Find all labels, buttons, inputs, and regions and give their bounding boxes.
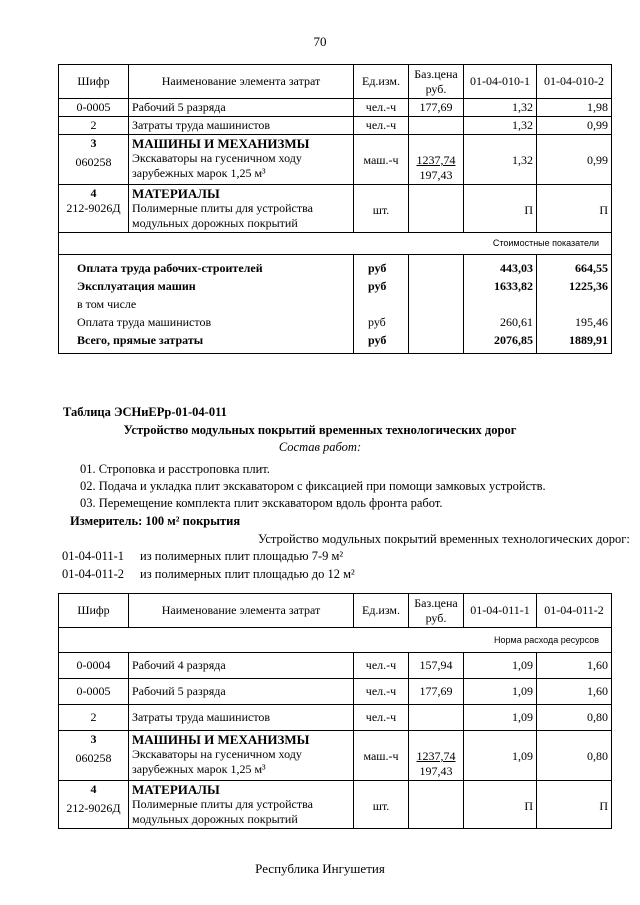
cell-unit: чел.-ч [354, 117, 409, 135]
summary-name: в том числе [77, 297, 137, 311]
col-header-unit: Ед.изм. [354, 594, 409, 628]
cell-code [59, 731, 129, 781]
table-header-row [59, 594, 612, 628]
table-subtitle: Устройство модульных покрытий временных технологических дорог [123, 423, 517, 437]
section-row [59, 628, 612, 653]
work-item: 01. Строповка и расстроповка плит. [80, 462, 270, 476]
col-header-variant-1: 01-04-010-1 [464, 65, 537, 99]
cell-value-2: 0,99 [537, 135, 612, 185]
category-number: 4 [90, 186, 97, 200]
resource-code: 212-9026Д [66, 801, 121, 815]
summary-unit: руб [368, 333, 387, 347]
page-number: 70 [313, 34, 327, 49]
resource-name: Полимерные плиты для устройства модульных дорожных покрытий [132, 201, 313, 230]
table-header-row [59, 65, 612, 99]
cell-price: 157,94 [409, 653, 464, 679]
section-row [59, 233, 612, 255]
summary-value-empty [467, 295, 533, 313]
cell-code: 0-0005 [59, 99, 129, 117]
cell-unit: чел.-ч [354, 653, 409, 679]
section-label: Стоимостные показатели [59, 233, 612, 255]
page-footer: Республика Ингушетия [255, 861, 385, 876]
cell-value-2: П [537, 781, 612, 829]
summary-name: Оплата труда машинистов [77, 315, 212, 329]
cell-value-2: 1,60 [537, 653, 612, 679]
col-header-name: Наименование элемента затрат [129, 594, 354, 628]
summary-value: 195,46 [575, 315, 608, 329]
summary-name: Оплата труда рабочих-строителей [77, 261, 263, 275]
summary-name: Всего, прямые затраты [77, 333, 204, 347]
summary-value: 1889,91 [569, 333, 608, 347]
table-row [59, 679, 612, 705]
summary-value: 2076,85 [494, 333, 533, 347]
cell-value-1: 1,09 [464, 705, 537, 731]
cell-value-1: 1,32 [464, 117, 537, 135]
price-total: 1237,74 [416, 749, 456, 763]
cell-price [409, 117, 464, 135]
cell-price: 177,69 [409, 99, 464, 117]
resource-name: Экскаваторы на гусеничном ходу зарубежных марок 1,25 м³ [132, 747, 302, 776]
cell-value-1: П [464, 781, 537, 829]
variant-code: 01-04-011-2 [62, 567, 125, 581]
cell-value-2: 1,60 [537, 679, 612, 705]
table-row [59, 705, 612, 731]
cell-price [409, 135, 464, 185]
table-title: Таблица ЭСНиЕРр-01-04-011 [63, 405, 227, 419]
cell-unit: маш.-ч [354, 731, 409, 781]
table-row-materials [59, 781, 612, 829]
summary-values-1 [464, 255, 537, 354]
category-number: 4 [90, 782, 97, 796]
cell-value-2: 0,99 [537, 117, 612, 135]
section-label: Норма расхода ресурсов [59, 628, 612, 653]
summary-values-2 [537, 255, 612, 354]
summary-value: 1633,82 [494, 279, 533, 293]
summary-name: Эксплуатация машин [77, 279, 196, 293]
cell-price [409, 705, 464, 731]
cell-name: Рабочий 5 разряда [129, 679, 354, 705]
cell-unit: шт. [354, 781, 409, 829]
cell-value-2: 0,80 [537, 731, 612, 781]
variant-text: из полимерных плит площадью до 12 м² [140, 567, 355, 581]
summary-value: 443,03 [500, 261, 533, 275]
cell-code: 2 [59, 705, 129, 731]
summary-value: 1225,36 [569, 279, 608, 293]
cell-value-1: П [464, 185, 537, 233]
table-row-machines [59, 731, 612, 781]
variant-text: из полимерных плит площадью 7-9 м² [140, 549, 344, 563]
cell-price [409, 185, 464, 233]
col-header-variant-2: 01-04-010-2 [537, 65, 612, 99]
summary-block [59, 255, 612, 354]
price-wage: 197,43 [419, 168, 453, 182]
table-row [59, 99, 612, 117]
col-header-code: Шифр [59, 594, 129, 628]
cell-unit: шт. [354, 185, 409, 233]
cell-name: Затраты труда машинистов [129, 705, 354, 731]
summary-price [409, 255, 464, 354]
description: Устройство модульных покрытий временных технологических дорог: [258, 532, 630, 546]
resource-table-01-04-011 [58, 593, 612, 829]
col-header-unit: Ед.изм. [354, 65, 409, 99]
cell-price [409, 731, 464, 781]
category-title: МАТЕРИАЛЫ [132, 782, 220, 797]
col-header-name: Наименование элемента затрат [129, 65, 354, 99]
cell-name [129, 731, 354, 781]
col-header-variant-1: 01-04-011-1 [464, 594, 537, 628]
cell-unit: маш.-ч [354, 135, 409, 185]
category-title: МАШИНЫ И МЕХАНИЗМЫ [132, 732, 310, 747]
cell-name [129, 135, 354, 185]
resource-code: 212-9026Д [66, 201, 121, 215]
work-item: 02. Подача и укладка плит экскаватором с фиксацией при помощи замковых устройств. [80, 479, 546, 493]
resource-code: 060258 [75, 155, 112, 169]
price-wage: 197,43 [419, 764, 453, 778]
cell-value-1: 1,09 [464, 731, 537, 781]
category-title: МАТЕРИАЛЫ [132, 186, 220, 201]
cell-value-2: П [537, 185, 612, 233]
summary-unit-empty [368, 295, 405, 313]
cell-value-1: 1,09 [464, 653, 537, 679]
category-number: 3 [90, 136, 97, 150]
cell-code [59, 185, 129, 233]
summary-unit: руб [368, 315, 386, 329]
resource-name: Полимерные плиты для устройства модульных дорожных покрытий [132, 797, 313, 826]
cell-value-2: 1,98 [537, 99, 612, 117]
cell-value-1: 1,32 [464, 135, 537, 185]
price-total: 1237,74 [416, 153, 456, 167]
resource-name: Экскаваторы на гусеничном ходу зарубежных марок 1,25 м³ [132, 151, 302, 180]
cell-name: Затраты труда машинистов [129, 117, 354, 135]
summary-unit: руб [368, 261, 387, 275]
cell-value-1: 1,32 [464, 99, 537, 117]
cell-value-2: 0,80 [537, 705, 612, 731]
cell-unit: чел.-ч [354, 99, 409, 117]
summary-names [59, 255, 354, 354]
cell-price [409, 781, 464, 829]
cell-name [129, 781, 354, 829]
cell-code [59, 135, 129, 185]
cell-code: 0-0004 [59, 653, 129, 679]
works-title: Состав работ: [278, 440, 362, 454]
cell-unit: чел.-ч [354, 679, 409, 705]
category-title: МАШИНЫ И МЕХАНИЗМЫ [132, 136, 310, 151]
cell-unit: чел.-ч [354, 705, 409, 731]
summary-unit: руб [368, 279, 387, 293]
table-row-materials [59, 185, 612, 233]
cell-name [129, 185, 354, 233]
cell-code: 0-0005 [59, 679, 129, 705]
col-header-variant-2: 01-04-011-2 [537, 594, 612, 628]
summary-units [354, 255, 409, 354]
cell-name: Рабочий 5 разряда [129, 99, 354, 117]
table-row [59, 653, 612, 679]
table-row-machines [59, 135, 612, 185]
table-row [59, 117, 612, 135]
summary-value-empty [540, 295, 608, 313]
resource-code: 060258 [75, 751, 112, 765]
measure-unit: Измеритель: 100 м² покрытия [70, 514, 241, 528]
summary-value: 664,55 [575, 261, 608, 275]
cell-price: 177,69 [409, 679, 464, 705]
resource-table-01-04-010 [58, 64, 612, 354]
cell-name: Рабочий 4 разряда [129, 653, 354, 679]
cell-code [59, 781, 129, 829]
col-header-price: Баз.цена руб. [409, 594, 464, 628]
col-header-price: Баз.цена руб. [409, 65, 464, 99]
col-header-code: Шифр [59, 65, 129, 99]
work-item: 03. Перемещение комплекта плит экскаватором вдоль фронта работ. [80, 496, 443, 510]
category-number: 3 [90, 732, 97, 746]
cell-code: 2 [59, 117, 129, 135]
variant-code: 01-04-011-1 [62, 549, 125, 563]
summary-value: 260,61 [500, 315, 533, 329]
cell-value-1: 1,09 [464, 679, 537, 705]
